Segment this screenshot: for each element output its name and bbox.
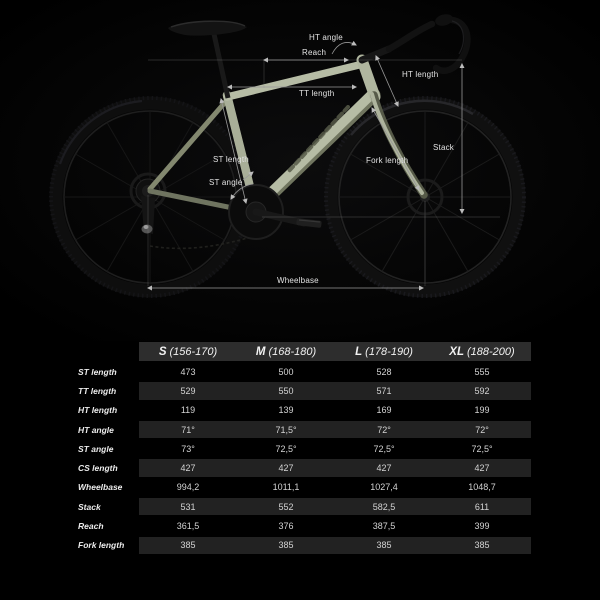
cell-value: 1027,4 bbox=[370, 482, 398, 493]
table-row bbox=[0, 516, 600, 535]
label-fork-length: Fork length bbox=[366, 156, 409, 165]
table-row bbox=[0, 478, 600, 497]
row-label: Reach bbox=[78, 521, 104, 532]
cell-value: 531 bbox=[180, 501, 196, 512]
cell-value: 427 bbox=[376, 463, 392, 474]
cell-value: 427 bbox=[278, 463, 294, 474]
row-label: CS length bbox=[78, 463, 118, 474]
cell-value: 376 bbox=[278, 521, 294, 532]
cell-value: 385 bbox=[180, 540, 196, 551]
row-label: Fork length bbox=[78, 540, 125, 551]
column-header-l: L (178-190) bbox=[355, 345, 413, 358]
cell-value: 169 bbox=[376, 405, 392, 416]
cell-value: 361,5 bbox=[176, 521, 200, 532]
cell-value: 611 bbox=[474, 501, 490, 512]
cell-value: 399 bbox=[474, 521, 490, 532]
cell-value: 73° bbox=[181, 443, 195, 454]
cell-value: 427 bbox=[180, 463, 196, 474]
cell-value: 994,2 bbox=[176, 482, 200, 493]
cell-value: 71° bbox=[181, 424, 195, 435]
cell-value: 387,5 bbox=[372, 521, 396, 532]
cell-value: 592 bbox=[474, 385, 490, 396]
cell-value: 1011,1 bbox=[272, 482, 300, 493]
geometry-table bbox=[0, 341, 600, 555]
label-tt-length: TT length bbox=[299, 89, 335, 98]
row-label: ST angle bbox=[78, 443, 114, 454]
cell-value: 385 bbox=[376, 540, 392, 551]
table-row bbox=[0, 401, 600, 420]
rear-wheel bbox=[51, 98, 249, 296]
row-label: HT length bbox=[78, 405, 118, 416]
cell-value: 72,5° bbox=[471, 443, 493, 454]
row-label: Wheelbase bbox=[78, 482, 123, 493]
label-reach: Reach bbox=[302, 48, 327, 57]
cell-value: 571 bbox=[376, 385, 392, 396]
row-label: TT length bbox=[78, 385, 117, 396]
cell-value: 473 bbox=[180, 366, 196, 377]
table-row bbox=[0, 458, 600, 477]
table-row bbox=[0, 536, 600, 555]
table-row bbox=[0, 381, 600, 400]
cell-value: 72,5° bbox=[373, 443, 395, 454]
cell-value: 71,5° bbox=[275, 424, 297, 435]
cell-value: 552 bbox=[278, 501, 294, 512]
label-ht-angle: HT angle bbox=[309, 33, 343, 42]
table-row bbox=[0, 439, 600, 458]
row-label: Stack bbox=[78, 501, 101, 512]
column-header-s: S (156-170) bbox=[158, 345, 218, 358]
cell-value: 550 bbox=[278, 385, 294, 396]
cell-value: 1048,7 bbox=[468, 482, 496, 493]
cell-value: 72° bbox=[377, 424, 391, 435]
cell-value: 72,5° bbox=[275, 443, 297, 454]
cell-value: 528 bbox=[376, 366, 392, 377]
row-label: ST length bbox=[78, 366, 117, 377]
column-header-xl: XL (188-200) bbox=[449, 345, 515, 358]
label-wheelbase: Wheelbase bbox=[277, 276, 319, 285]
table-row bbox=[0, 497, 600, 516]
cell-value: 500 bbox=[278, 366, 294, 377]
table-row bbox=[0, 362, 600, 381]
column-header-m: M (168-180) bbox=[255, 345, 317, 358]
table-header-band bbox=[139, 342, 531, 361]
label-stack: Stack bbox=[433, 143, 455, 152]
label-st-length: ST length bbox=[213, 155, 249, 164]
cell-value: 72° bbox=[475, 424, 489, 435]
row-label: HT angle bbox=[78, 424, 114, 435]
cell-value: 199 bbox=[474, 405, 490, 416]
cell-value: 385 bbox=[278, 540, 294, 551]
cell-value: 385 bbox=[474, 540, 490, 551]
cell-value: 427 bbox=[474, 463, 490, 474]
cell-value: 555 bbox=[474, 366, 490, 377]
label-st-angle: ST angle bbox=[209, 178, 243, 187]
table-header-row bbox=[0, 341, 600, 362]
cell-value: 529 bbox=[180, 385, 196, 396]
cell-value: 582,5 bbox=[372, 501, 396, 512]
table-row bbox=[0, 420, 600, 439]
cell-value: 119 bbox=[180, 405, 196, 416]
cell-value: 139 bbox=[278, 405, 294, 416]
label-ht-length: HT length bbox=[402, 70, 439, 79]
